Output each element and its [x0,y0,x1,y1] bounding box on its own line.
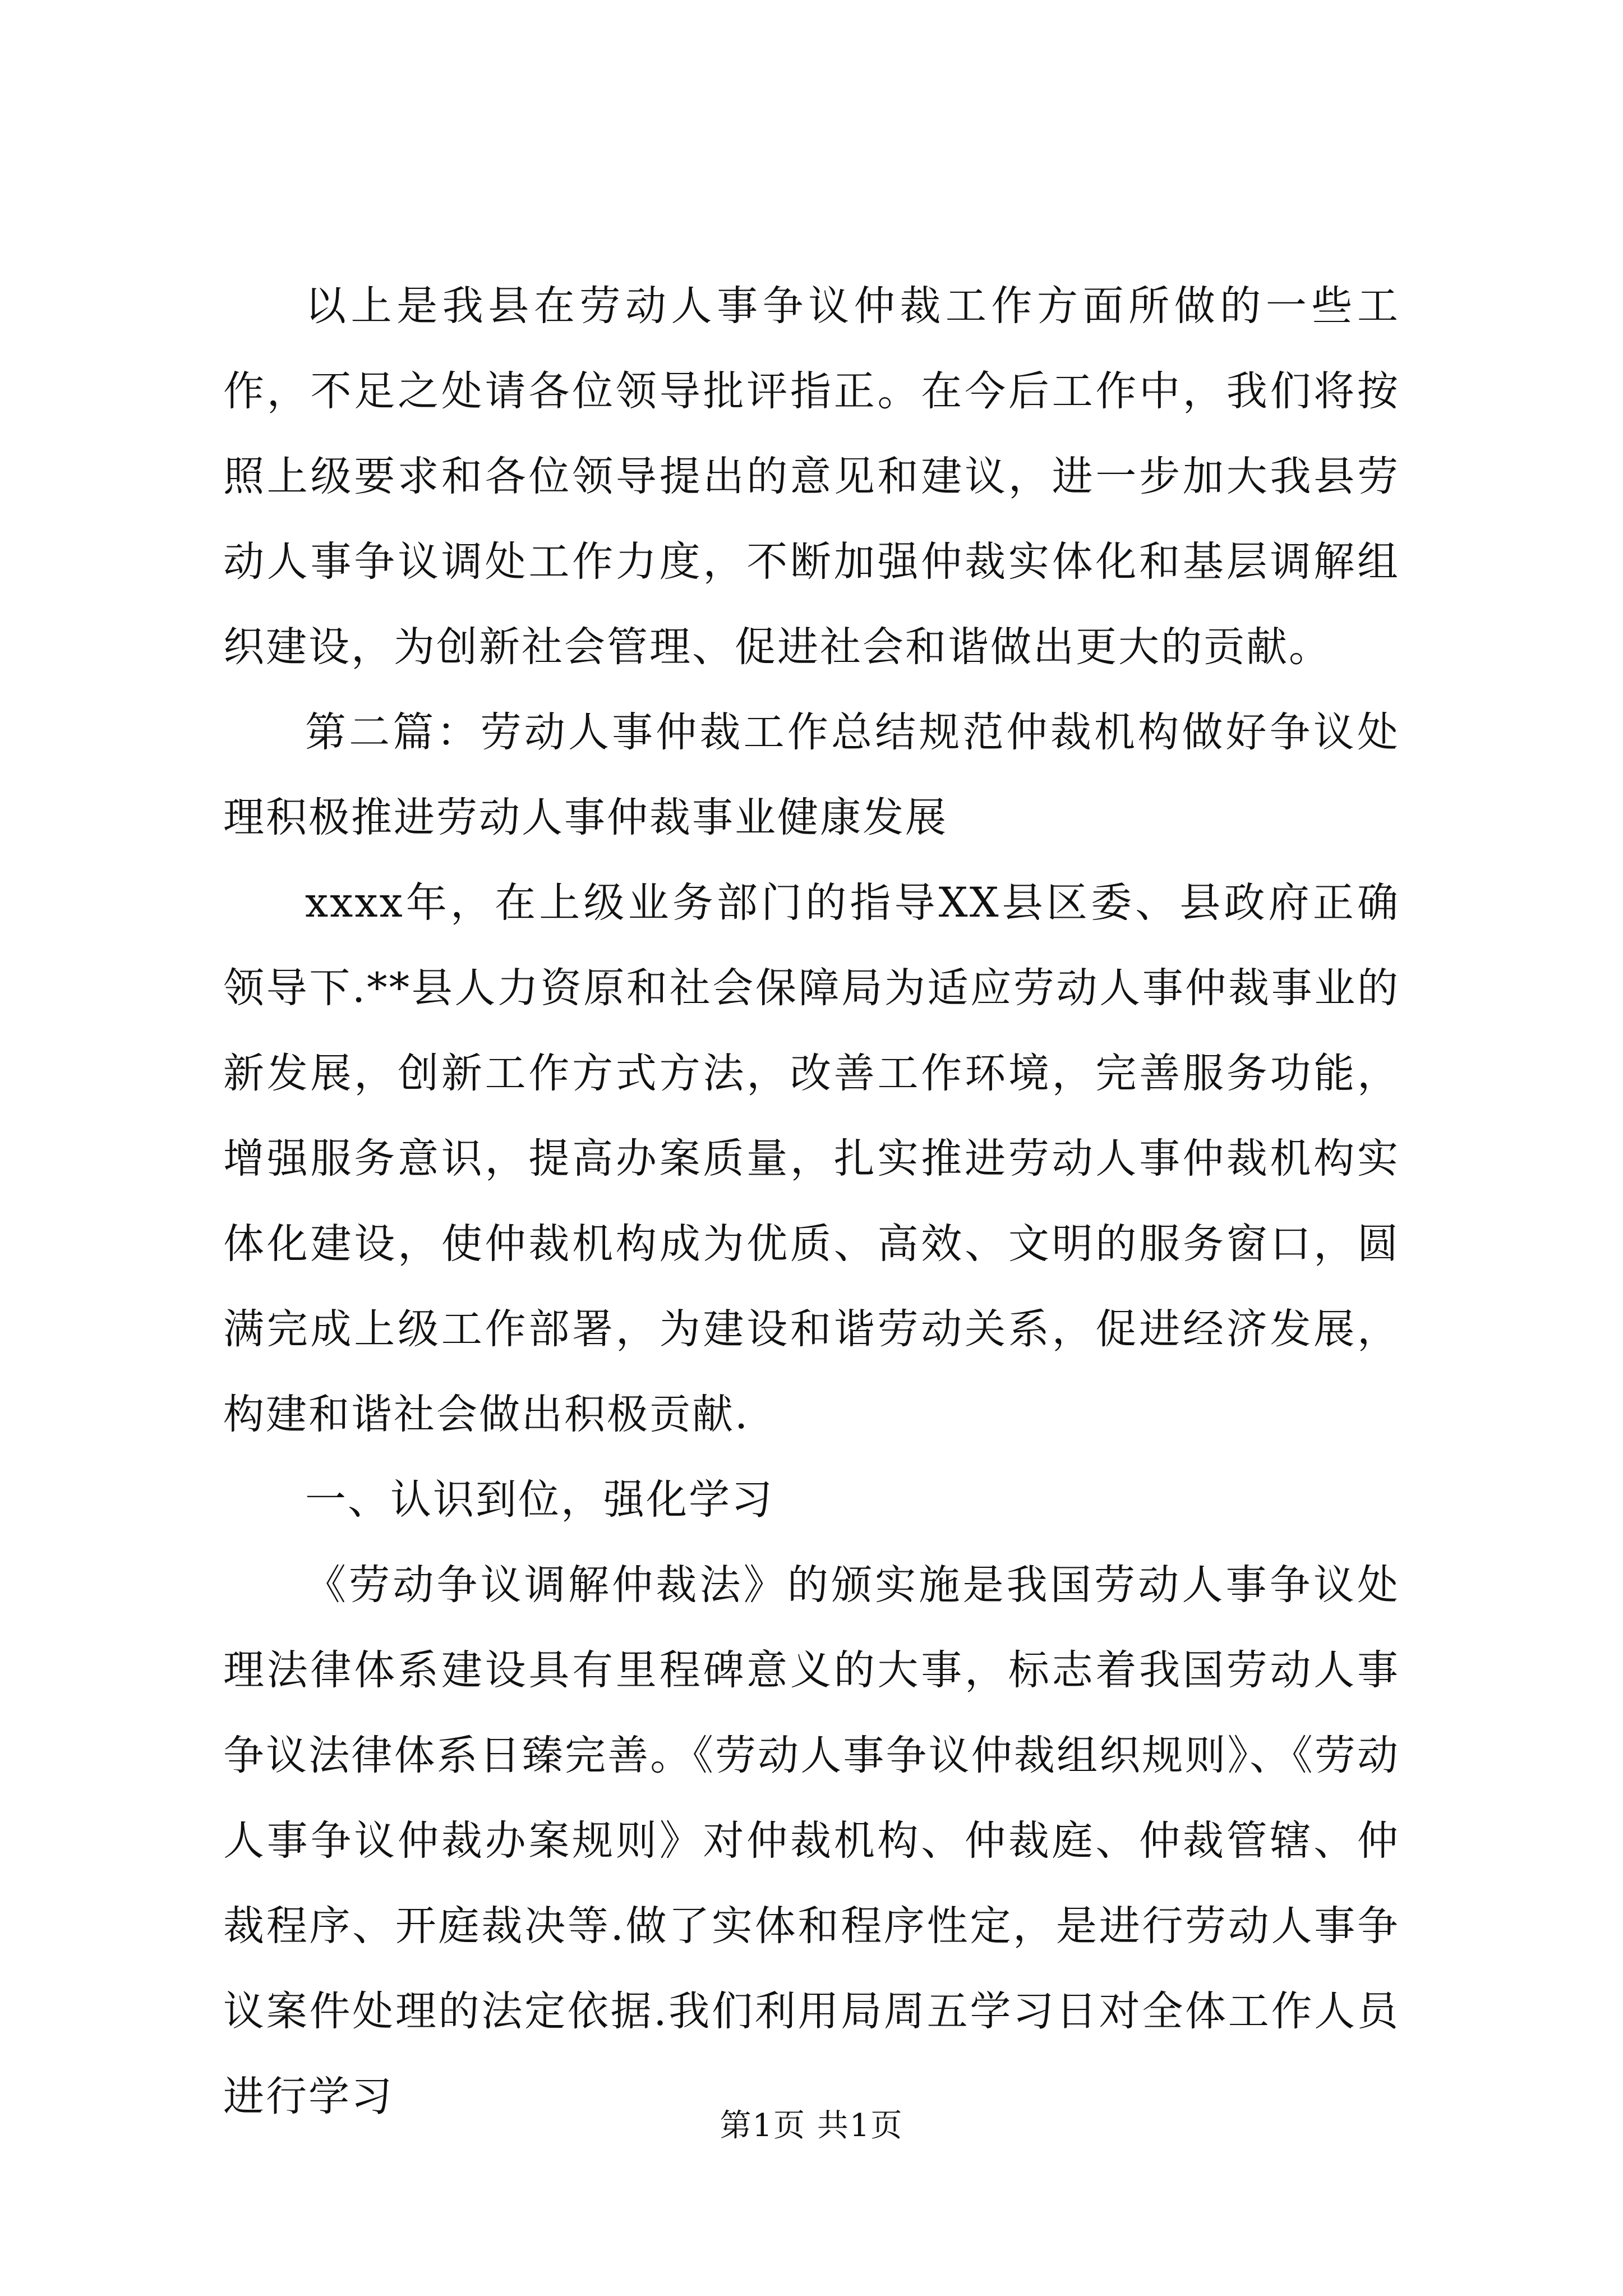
paragraph-law-study: 《劳动争议调解仲裁法》的颁实施是我国劳动人事争议处理法律体系建设具有里程碑意义的大事，标志着我国劳动人事争议法律体系日臻完善。《劳动人事争议仲裁组织规则》、《劳动人事争议仲裁办案规则》对仲裁机构、仲裁庭、仲裁管辖、仲裁程序、开庭裁决等.做了实体和程序性定，是进行劳动人事争议案件处理的法定依据.我们利用局周五学习日对全体工作人员进行学习 [223,1561,1400,2120]
section-title-part-two: 第二篇：劳动人事仲裁工作总结规范仲裁机构做好争议处理积极推进劳动人事仲裁事业健康发展 [223,708,1400,841]
paragraph-annual-summary: xxxx年，在上级业务部门的指导XX县区委、县政府正确领导下.**县人力资原和社会保障局为适应劳动人事仲裁事业的新发展，创新工作方式方法，改善工作环境，完善服务功能，增强服务意识，提高办案质量，扎实推进劳动人事仲裁机构实体化建设，使仲裁机构成为优质、高效、文明的服务窗口，圆满完成上级工作部署，为建设和谐劳动关系，促进经济发展，构建和谐社会做出积极贡献. [223,879,1400,1438]
document-body [223,264,1400,2139]
paragraph-closing-remarks: 以上是我县在劳动人事争议仲裁工作方面所做的一些工作，不足之处请各位领导批评指正。在今后工作中，我们将按照上级要求和各位领导提出的意见和建议，进一步加大我县劳动人事争议调处工作力度，不断加强仲裁实体化和基层调解组织建设，为创新社会管理、促进社会和谐做出更大的贡献。 [223,282,1400,671]
page-number-footer: 第1页 共1页 [720,2108,903,2144]
subsection-heading-study: 一、认识到位，强化学习 [305,1476,774,1524]
